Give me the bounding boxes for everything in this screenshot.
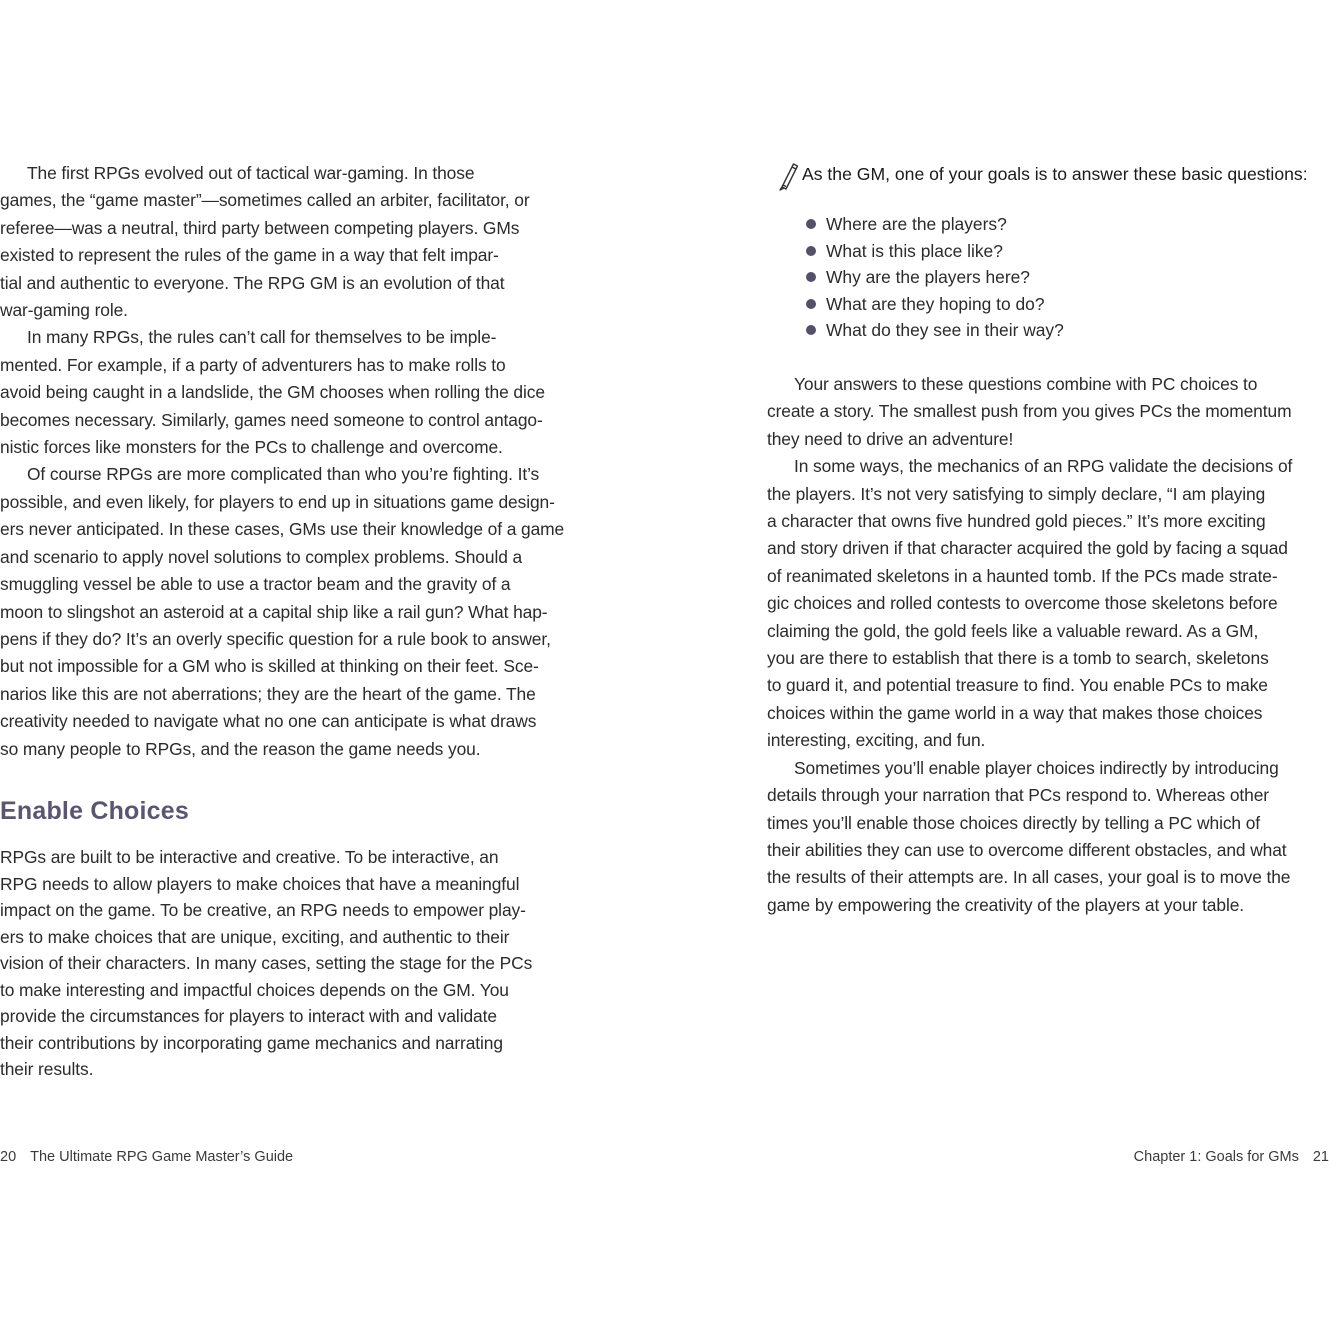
chapter-title: Chapter 1: Goals for GMs (1133, 1149, 1299, 1165)
bullet-icon (806, 325, 816, 335)
paragraph-1: The first RPGs evolved out of tactical war-gaming. In those games, the “game master”—sometimes called an arbiter, facilitator, or referee—was a neutral, third party between competing players. GMs existed to represent the rules of the game in a way that felt impar- tial and authentic to everyone. The RPG GM is an evolution of that war-gaming role. (0, 163, 530, 321)
bullet-icon (806, 299, 816, 309)
list-item (806, 238, 1064, 265)
footer-right (1134, 1149, 1329, 1165)
list-item (806, 317, 1064, 344)
paragraph-3: Of course RPGs are more complicated than who you’re fighting. It’s possible, and even likely, for players to end up in situations game design- ers never anticipated. In these cases, GMs use their knowledge of a game and scenario to apply novel solutions to complex problems. Should a smuggling vessel be able to use a tractor beam and the gravity of a moon to slingshot an asteroid at a capital ship like a rail gun? What hap- pens if they do? It’s an overly specific question for a rule book to answer, but not impossible for a GM who is skilled at thinking on their feet. Sce- narios like this are not aberrations; they are the heart of the game. The creativity needed to navigate what no one can anticipate is what draws so many people to RPGs, and the reason the game needs you. (0, 464, 565, 759)
page-number-right: 21 (1312, 1149, 1329, 1165)
paragraph-2: In many RPGs, the rules can’t call for themselves to be imple- mented. For example, if a party of adventurers has to make rolls to avoid being caught in a landslide, the GM chooses when rolling the dice becomes necessary. Similarly, games need someone to control antago- nistic forces like monsters for the PCs to challenge and overcome. (0, 327, 545, 458)
pencil-icon (776, 161, 798, 191)
right-text-block (767, 371, 1329, 919)
intro-text-block (0, 160, 566, 763)
bullet-icon (806, 219, 816, 229)
question-text: Why are the players here? (826, 267, 1030, 287)
paragraph-4: Your answers to these questions combine with PC choices to create a story. The smallest push from you gives PCs the momentum they need to drive an adventure! (767, 374, 1292, 449)
book-title: The Ultimate RPG Game Master’s Guide (30, 1149, 294, 1165)
question-text: What are they hoping to do? (826, 293, 1045, 314)
paragraph-6: Sometimes you’ll enable player choices indirectly by introducing details through your narration that PCs respond to. Whereas other times you’ll enable those choices directly by telling a PC which of their abilities they can use to overcome different obstacles, and what the results of their attempts are. In all cases, your goal is to move the game by empowering the creativity of the players at your table. (767, 757, 1291, 915)
bullet-icon (806, 246, 816, 256)
paragraph-5: In some ways, the mechanics of an RPG validate the decisions of the players. It’s not very satisfying to simply declare, “I am playing a character that owns five hundred gold pieces.” It’s more exciting and story driven if that character acquired the gold by facing a squad of reanimated skeletons in a haunted tomb. If the PCs made strate- gic choices and rolled contests to overcome those skeletons before claiming the gold, the gold feels like a valuable reward. As a GM, you are there to establish that there is a tomb to search, skeletons to guard it, and potential treasure to find. You enable PCs to make choices within the game world in a way that makes those choices interesting, exciting, and fun. (767, 456, 1293, 751)
questions-list (806, 211, 1064, 344)
question-text: Where are the players? (826, 214, 1007, 234)
footer-left (0, 1149, 293, 1165)
callout (776, 160, 1326, 191)
list-item (806, 264, 1064, 291)
question-text: What do they see in their way? (826, 320, 1064, 340)
section-paragraph: RPGs are built to be interactive and creative. To be interactive, an RPG needs to allow players to make choices that have a meaningful impact on the game. To be creative, an RPG needs to empower play- ers to make choices that are unique, exciting, and authentic to their vision of their characters. In many cases, setting the stage for the PCs to make interesting and impactful choices depends on the GM. You provide the circumstances for players to interact with and validate their contributions by incorporating game mechanics and narrating their results. (0, 847, 533, 1079)
section-heading: Enable Choices (0, 797, 189, 825)
page-number-left: 20 (0, 1149, 17, 1165)
bullet-icon (806, 272, 816, 282)
question-text: What is this place like? (826, 240, 1003, 261)
callout-text: As the GM, one of your goals is to answer these basic questions: (802, 164, 1308, 184)
list-item (806, 211, 1064, 238)
list-item (806, 291, 1064, 318)
